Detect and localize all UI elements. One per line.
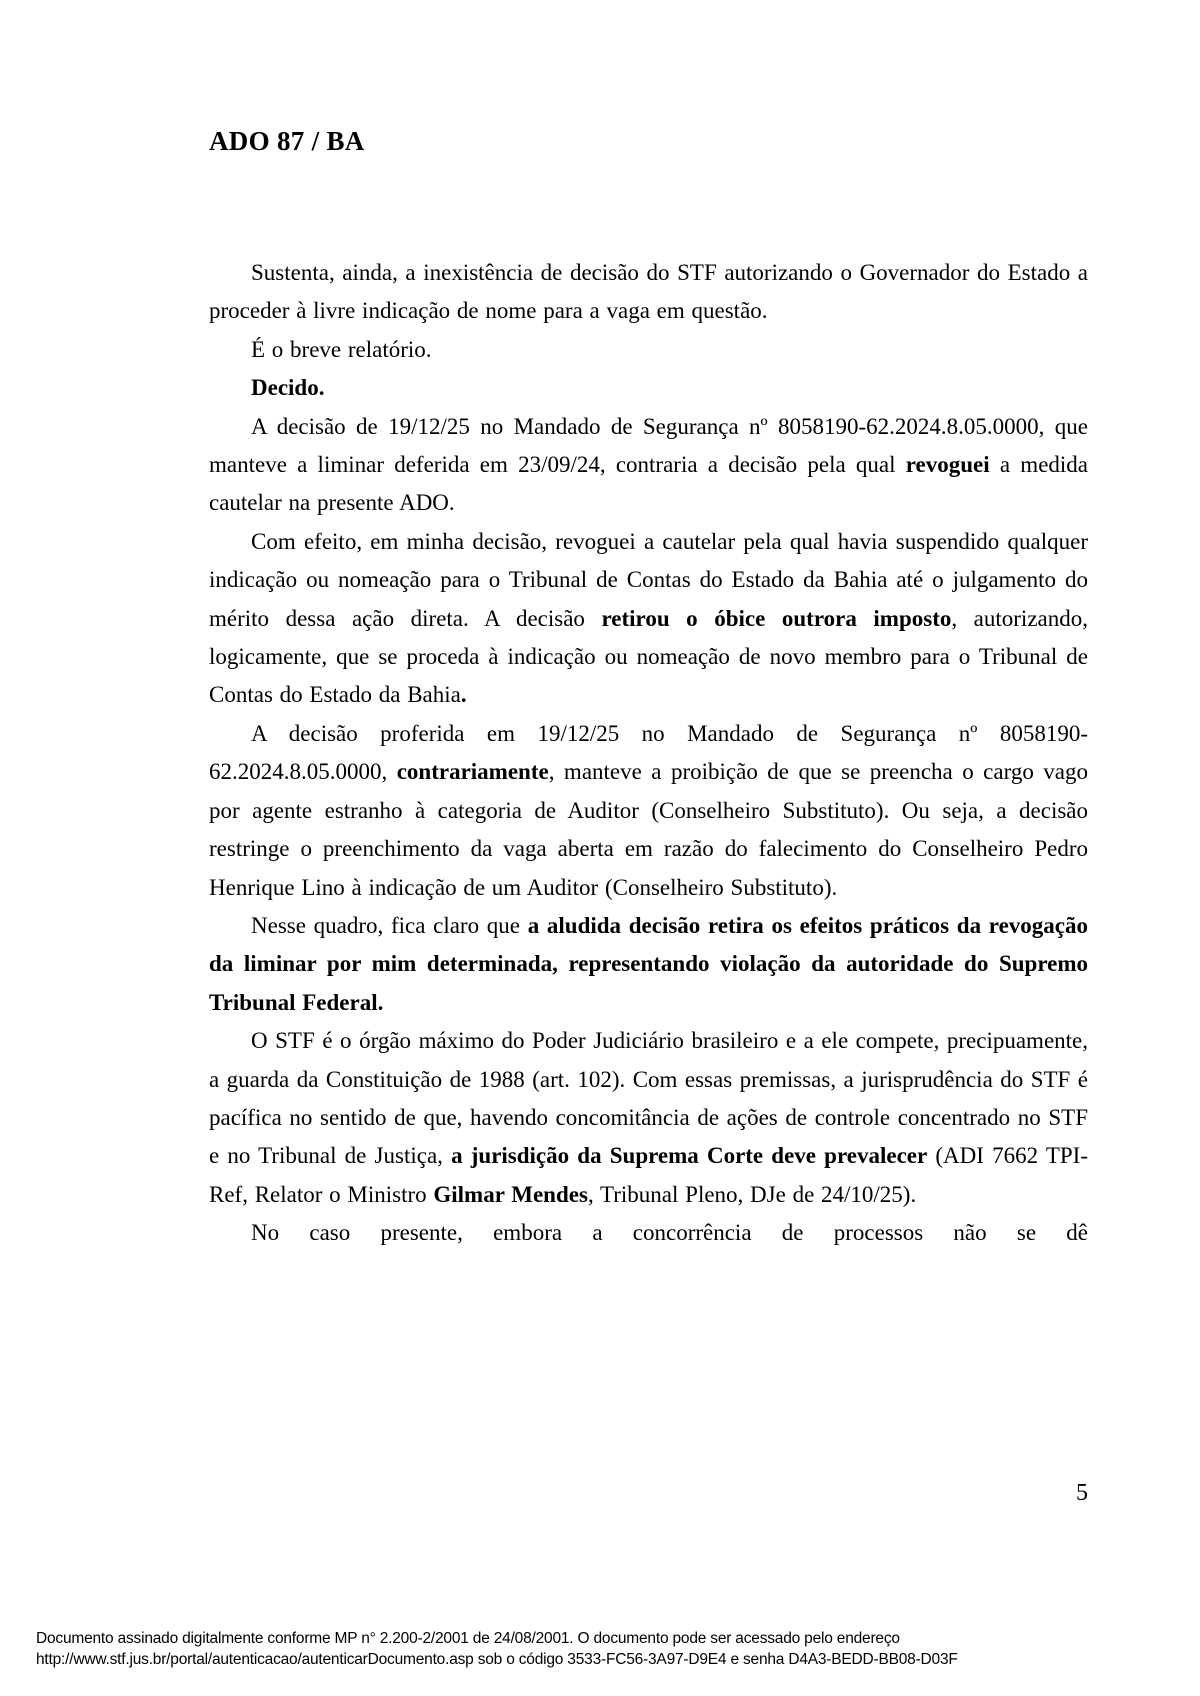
document-body	[209, 254, 1088, 1253]
footer-signature-note: Documento assinado digitalmente conforme MP n° 2.200-2/2001 de 24/08/2001. O documento pode ser acessado pelo endereço	[36, 1630, 900, 1647]
document-page	[209, 124, 1088, 1253]
paragraph-nesse-quadro: Nesse quadro, fica claro que a aludida decisão retira os efeitos práticos da revogação da liminar por mim determinada, representando violação da autoridade do Supremo Tribunal Federal.	[209, 912, 1089, 1015]
paragraph-no-caso-presente: No caso presente, embora a concorrência de processos não se dê	[251, 1220, 1088, 1246]
paragraph-com-efeito: Com efeito, em minha decisão, revoguei a cautelar pela qual havia suspendido qualquer indicação ou nomeação para o Tribunal de Contas do Estado da Bahia até o julgamento do mérito dessa ação direta. A decisão retirou o óbice outrora imposto, autorizando, logicamente, que se proceda à indicação ou nomeação de novo membro para o Tribunal de Contas do Estado da Bahia.	[209, 528, 1088, 708]
paragraph-decido: Decido.	[251, 375, 325, 401]
page-number: 5	[1076, 1480, 1088, 1506]
paragraph-sustenta: Sustenta, ainda, a inexistência de decisão do STF autorizando o Governador do Estado a proceder à livre indicação de nome para a vaga em questão.	[209, 260, 1088, 324]
paragraph-decisao-proferida: A decisão proferida em 19/12/25 no Mandado de Segurança nº 8058190-62.2024.8.05.0000, contrariamente, manteve a proibição de que se preencha o cargo vago por agente estranho à categoria de Auditor (Conselheiro Substituto). Ou seja, a decisão restringe o preenchimento da vaga aberta em razão do falecimento do Conselheiro Pedro Henrique Lino à indicação de um Auditor (Conselheiro Substituto).	[209, 720, 1088, 900]
paragraph-stf-orgao-maximo: O STF é o órgão máximo do Poder Judiciário brasileiro e a ele compete, precipuamente, a guarda da Constituição de 1988 (art. 102). Com essas premissas, a jurisprudência do STF é pacífica no sentido de que, havendo concomitância de ações de controle concentrado no STF e no Tribunal de Justiça, a jurisdição da Suprema Corte deve prevalecer (ADI 7662 TPI-Ref, Relator o Ministro Gilmar Mendes, Tribunal Pleno, DJe de 24/10/25).	[209, 1028, 1088, 1207]
case-label: ADO 87 / BA	[209, 126, 365, 156]
footer-authentication-url: http://www.stf.jus.br/portal/autenticacao/autenticarDocumento.asp sob o código 3533-FC56-3A97-D9E4 e senha D4A3-BEDD-BB08-D03F	[36, 1651, 958, 1668]
paragraph-decisao-ms: A decisão de 19/12/25 no Mandado de Segurança nº 8058190-62.2024.8.05.0000, que manteve a liminar deferida em 23/09/24, contraria a decisão pela qual revoguei a medida cautelar na presente ADO.	[209, 413, 1089, 516]
paragraph-relatorio: É o breve relatório.	[251, 336, 432, 362]
footer	[36, 1628, 1136, 1670]
